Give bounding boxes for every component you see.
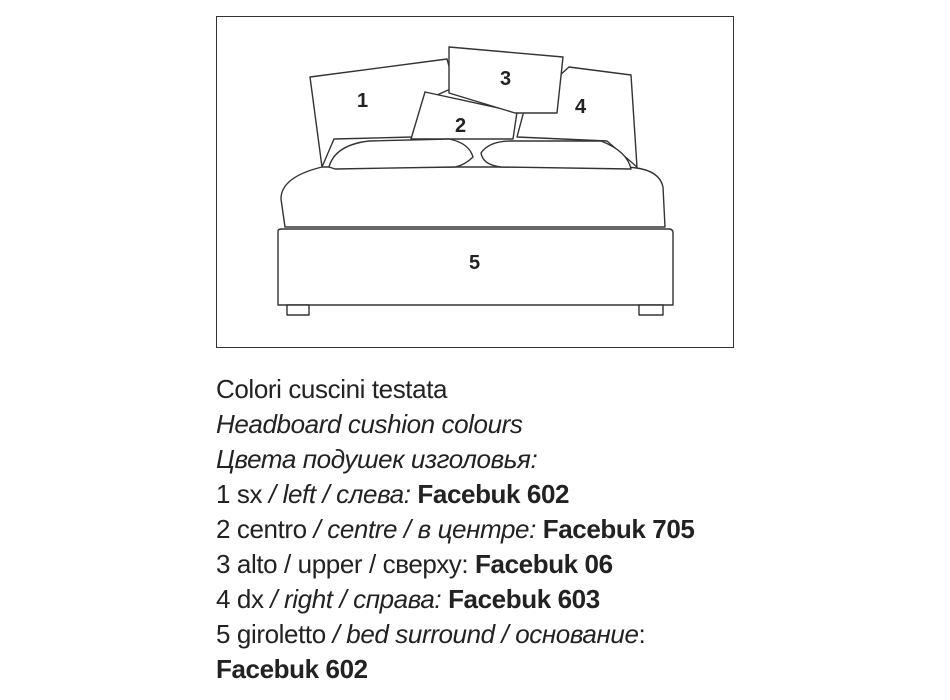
legend-item-1 — [216, 477, 936, 512]
legend-item-ru: в центре: — [417, 514, 536, 544]
legend-item-ru: справа: — [353, 584, 442, 614]
legend-title-it: Colori cuscini testata — [216, 374, 448, 404]
foot-left — [287, 305, 309, 315]
legend-item-en: right — [284, 584, 333, 614]
legend-item-value: Facebuk 602 — [417, 479, 570, 509]
legend-item-value: Facebuk 06 — [475, 549, 613, 579]
legend-sep: / — [332, 584, 354, 614]
legend-sep: / — [397, 514, 418, 544]
legend-item-ru: основание — [515, 619, 639, 649]
pillow-right — [481, 141, 631, 169]
legend-title-en: Headboard cushion colours — [216, 409, 523, 439]
legend-item-prefix: 4 dx — [216, 584, 264, 614]
label-4: 4 — [575, 96, 587, 118]
legend-item-prefix: 2 centro — [216, 514, 307, 544]
legend-item-value: Facebuk 705 — [542, 514, 695, 544]
legend-sep: / — [325, 619, 347, 649]
legend-item-en: centre — [327, 514, 398, 544]
label-5: 5 — [469, 252, 481, 274]
legend-item-prefix: 1 sx — [216, 479, 263, 509]
legend-item-value: Facebuk 603 — [448, 584, 600, 614]
colour-legend — [216, 372, 936, 687]
legend-item-3 — [216, 547, 936, 582]
bed-diagram-frame — [216, 16, 734, 348]
legend-item-prefix: 5 giroletto — [216, 619, 326, 649]
legend-sep: / — [494, 619, 516, 649]
legend-sep: / — [306, 514, 328, 544]
legend-item-5-value: Facebuk 602 — [216, 654, 368, 684]
pillow-left — [329, 139, 473, 169]
label-3: 3 — [500, 68, 512, 90]
legend-sep: / — [263, 584, 285, 614]
legend-item-5 — [216, 617, 936, 652]
legend-sep: / — [315, 479, 337, 509]
mattress — [281, 167, 665, 227]
legend-item-ru: слева: — [336, 479, 411, 509]
legend-item-en: left — [282, 479, 316, 509]
label-2: 2 — [455, 115, 467, 137]
legend-item-4 — [216, 582, 936, 617]
legend-item-prefix: 3 alto / upper / сверху: — [216, 549, 469, 579]
legend-sep: / — [262, 479, 283, 509]
bed-diagram — [217, 17, 735, 349]
legend-item-2 — [216, 512, 936, 547]
legend-colon: : — [638, 619, 646, 649]
legend-title-ru: Цвета подушек изголовья: — [216, 444, 538, 474]
legend-item-en: bed surround — [346, 619, 495, 649]
label-1: 1 — [357, 90, 369, 112]
foot-right — [639, 305, 663, 315]
